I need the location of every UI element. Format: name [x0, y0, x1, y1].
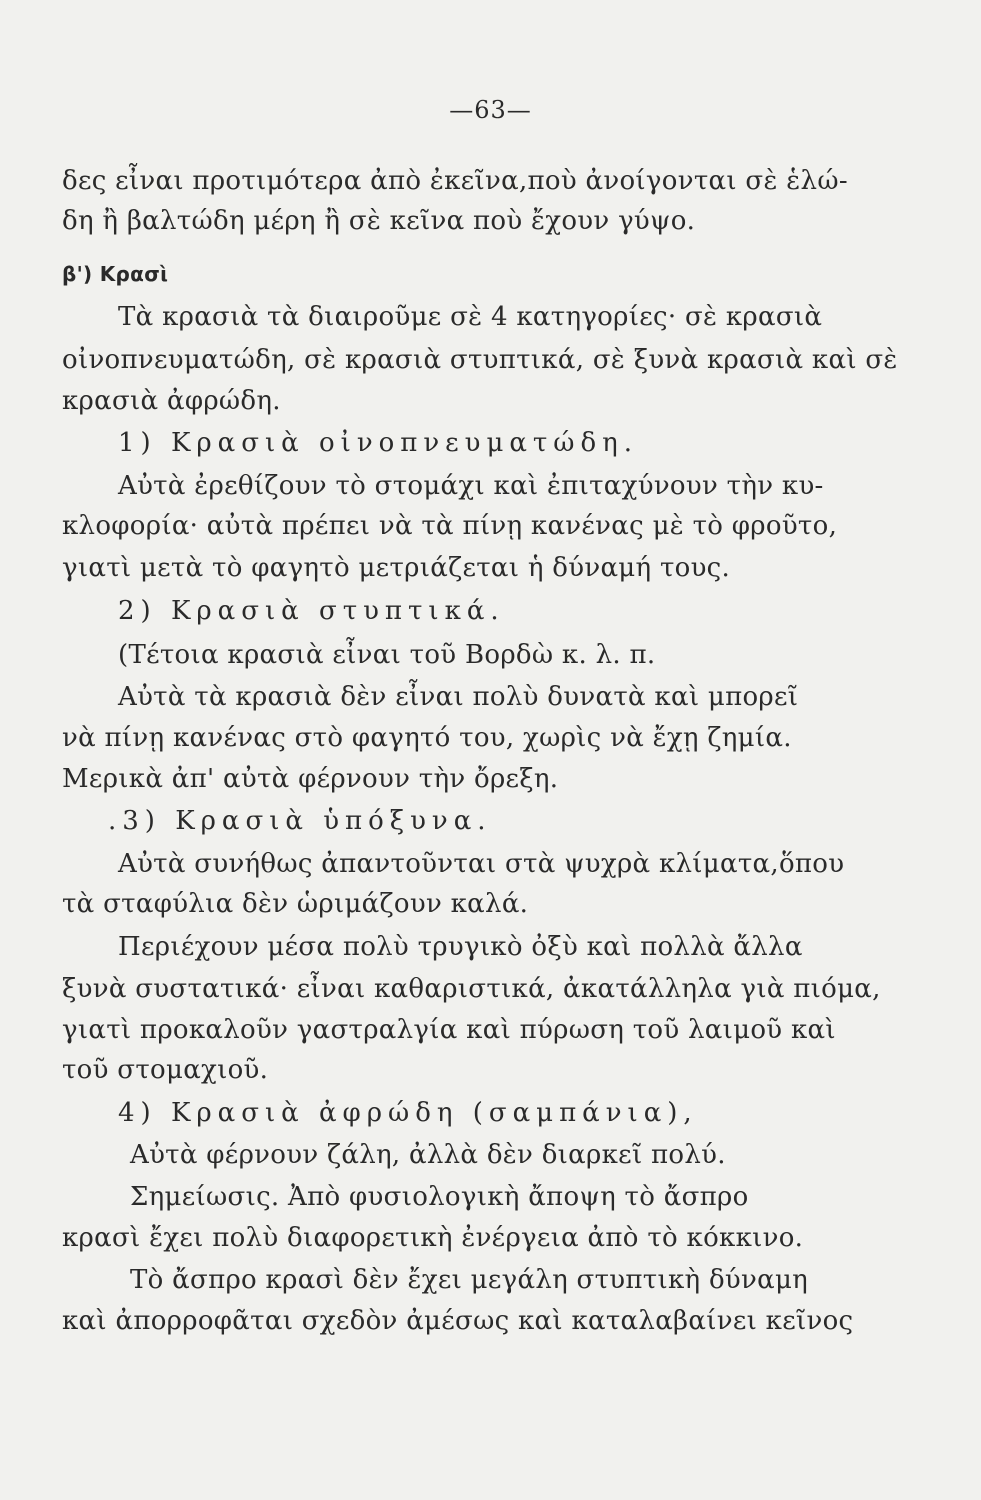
text-line: κλοφορία· αὐτὰ πρέπει νὰ τὰ πίνῃ κανένας μὲ τὸ φροῦτο, [62, 511, 838, 541]
text-line: δες εἶναι προτιμότερα ἀπὸ ἐκεῖνα,ποὺ ἀνοίγονται σὲ ἑλώ- [62, 166, 848, 196]
text-line: Τὸ ἄσπρο κρασὶ δὲν ἔχει μεγάλη στυπτικὴ δύναμη [130, 1265, 809, 1295]
text-line: Σημείωσις. Ἀπὸ φυσιολογικὴ ἄποψη τὸ ἄσπρο [130, 1182, 749, 1212]
subsection-heading: 4) Κρασιὰ ἀφρώδη (σαμπάνια), [118, 1098, 698, 1128]
text-line: Αὐτὰ φέρνουν ζάλη, ἀλλὰ δὲν διαρκεῖ πολύ. [130, 1140, 726, 1170]
section-heading: β') Κρασὶ [62, 262, 169, 286]
text-line: γιατὶ προκαλοῦν γαστραλγία καὶ πύρωση τοῦ λαιμοῦ καὶ [62, 1015, 836, 1045]
text-line: γιατὶ μετὰ τὸ φαγητὸ μετριάζεται ἡ δύναμή τους. [62, 553, 731, 583]
text-line: τοῦ στομαχιοῦ. [62, 1055, 269, 1085]
text-line: Αὐτὰ συνήθως ἀπαντοῦνται στὰ ψυχρὰ κλίματα,ὅπου [118, 849, 845, 879]
subsection-heading: 1) Κρασιὰ οἰνοπνευματώδη. [118, 428, 638, 458]
text-line: Αὐτὰ τὰ κρασιὰ δὲν εἶναι πολὺ δυνατὰ καὶ μπορεῖ [118, 682, 799, 712]
text-line: Περιέχουν μέσα πολὺ τρυγικὸ ὀξὺ καὶ πολλὰ ἄλλα [118, 932, 803, 962]
text-line: Τὰ κρασιὰ τὰ διαιροῦμε σὲ 4 κατηγορίες· σὲ κρασιὰ [118, 302, 823, 332]
page-number: —63— [449, 96, 532, 124]
text-line: ξυνὰ συστατικά· εἶναι καθαριστικά, ἀκατάλληλα γιὰ πιόμα, [62, 974, 881, 1004]
text-line: Μερικὰ ἀπ' αὐτὰ φέρνουν τὴν ὄρεξη. [62, 764, 559, 794]
text-line: κρασὶ ἔχει πολὺ διαφορετικὴ ἐνέργεια ἀπὸ τὸ κόκκινο. [62, 1223, 804, 1253]
text-line: οἰνοπνευματώδη, σὲ κρασιὰ στυπτικά, σὲ ξυνὰ κρασιὰ καὶ σὲ [62, 345, 898, 375]
text-line: δη ἢ βαλτώδη μέρη ἢ σὲ κεῖνα ποὺ ἔχουν γύψο. [62, 206, 696, 236]
text-line: κρασιὰ ἀφρώδη. [62, 386, 281, 416]
text-line: (Τέτοια κρασιὰ εἶναι τοῦ Βορδὼ κ. λ. π. [118, 640, 656, 670]
text-line: καὶ ἀπορροφᾶται σχεδὸν ἀμέσως καὶ καταλαβαίνει κεῖνος [62, 1306, 854, 1336]
text-line: Αὐτὰ ἐρεθίζουν τὸ στομάχι καὶ ἐπιταχύνουν τὴν κυ- [118, 471, 824, 501]
text-line: νὰ πίνῃ κανένας στὸ φαγητό του, χωρὶς νὰ ἔχῃ ζημία. [62, 723, 792, 753]
subsection-heading: 2) Κρασιὰ στυπτικά. [118, 596, 505, 626]
text-line: τὰ σταφύλια δὲν ὡριμάζουν καλά. [62, 889, 529, 919]
subsection-heading: .3) Κρασιὰ ὑπόξυνα. [108, 806, 492, 836]
